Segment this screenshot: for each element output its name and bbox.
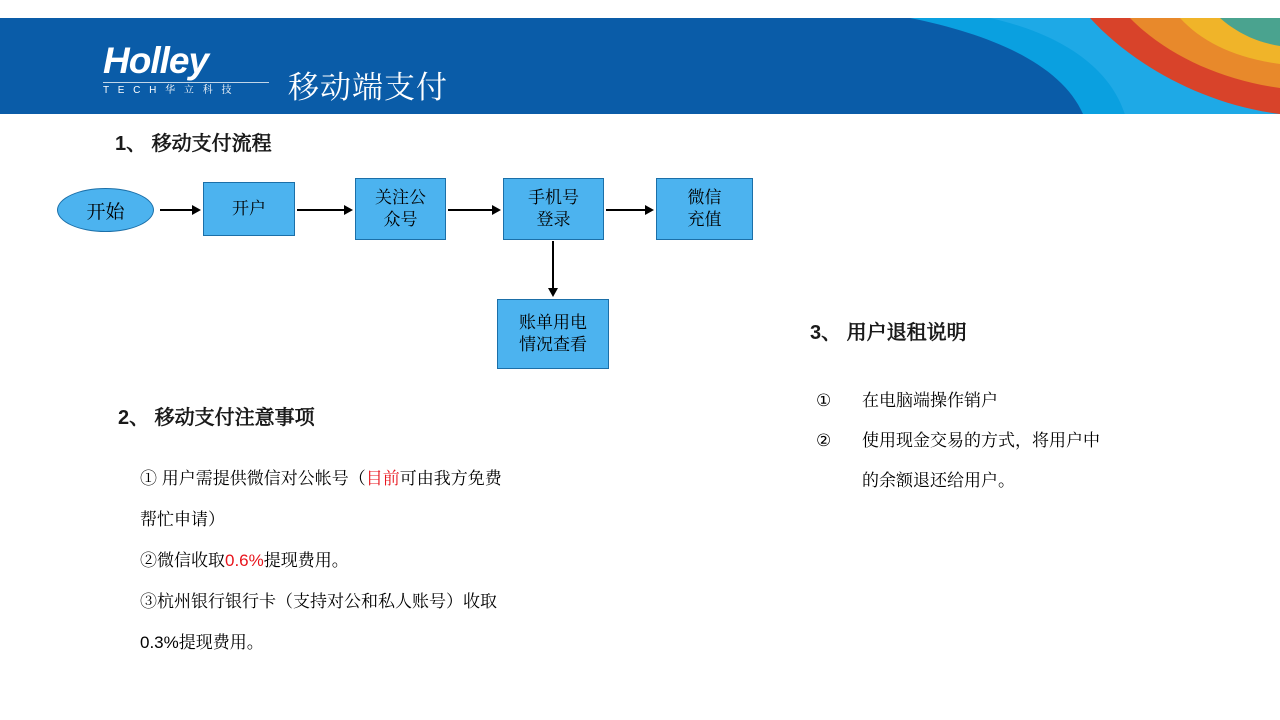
note-line-1-highlight: 目前 [365, 469, 400, 488]
rent-list-item-continuation [816, 461, 1236, 501]
rent-item-marker: ① [816, 391, 832, 410]
note-line-1-part-a: ① 用户需提供微信对公帐号（ [140, 469, 366, 488]
page-header [0, 18, 1280, 114]
flow-node-recharge-line2: 充值 [687, 210, 722, 229]
flow-node-start: 开始 [57, 188, 154, 232]
section-heading-rent: 3、 用户退租说明 [810, 322, 967, 344]
flow-node-login-line1: 手机号 [528, 188, 579, 207]
note-line-1-part-b: 可由我方免费 [399, 469, 502, 488]
note-line-4: ③杭州银行银行卡（支持对公和私人账号）收取 [140, 592, 497, 611]
rent-body [816, 381, 1236, 501]
rent-item-text: 的余额退还给用户。 [862, 471, 1015, 490]
section-heading-notes: 2、 移动支付注意事项 [118, 407, 315, 429]
notes-body [140, 458, 700, 663]
flow-node-phone-login [503, 178, 604, 240]
rent-item-text: 使用现金交易的方式，将用户中 [862, 431, 1100, 450]
note-line-3-highlight: 0.6% [225, 551, 264, 570]
flow-arrow-login-to-recharge-line [606, 209, 646, 211]
rent-list-item [816, 421, 1236, 461]
note-line-3-part-b: 提现费用。 [263, 551, 349, 570]
flow-node-gzh-line2: 众号 [383, 210, 418, 229]
flow-arrow-gzh-to-login-line [448, 209, 493, 211]
note-line-3-part-a: ②微信收取 [140, 551, 225, 570]
note-line-3 [140, 540, 700, 581]
flow-arrow-gzh-to-login-head [492, 205, 501, 215]
flow-arrow-start-to-kaihu-head [192, 205, 201, 215]
logo-wordmark: Holley [103, 40, 209, 81]
note-line-2: 帮忙申请） [140, 510, 225, 529]
flow-arrow-login-to-recharge-head [645, 205, 654, 215]
section-heading-flow: 1、 移动支付流程 [115, 133, 272, 155]
flow-arrow-login-to-bill-line [552, 241, 554, 289]
header-decoration-swoosh [660, 18, 1280, 114]
flow-node-bill-usage-view [497, 299, 609, 369]
flow-arrow-login-to-bill-head [548, 288, 558, 297]
flow-arrow-start-to-kaihu-line [160, 209, 194, 211]
flow-arrow-kaihu-to-gzh-head [344, 205, 353, 215]
flow-node-gzh-line1: 关注公 [375, 188, 426, 207]
note-line-1 [140, 458, 700, 499]
rent-list-item [816, 381, 1236, 421]
flow-node-bill-line1: 账单用电 [519, 313, 587, 332]
logo-subtitle: T E C H 华 立 科 技 [103, 85, 235, 96]
rent-item-text: 在电脑端操作销户 [862, 391, 998, 410]
flow-node-wechat-recharge [656, 178, 753, 240]
flow-node-recharge-line1: 微信 [687, 188, 722, 207]
flow-node-kaihu: 开户 [203, 182, 295, 236]
logo-divider [103, 82, 269, 83]
flow-node-login-line2: 登录 [536, 210, 571, 229]
flow-arrow-kaihu-to-gzh-line [297, 209, 345, 211]
page-title: 移动端支付 [288, 70, 448, 105]
holley-logo [103, 42, 273, 100]
note-line-5: 0.3%提现费用。 [140, 633, 264, 652]
flow-node-follow-official-account [355, 178, 446, 240]
rent-item-marker: ② [816, 431, 832, 450]
flow-node-bill-line2: 情况查看 [519, 335, 587, 354]
